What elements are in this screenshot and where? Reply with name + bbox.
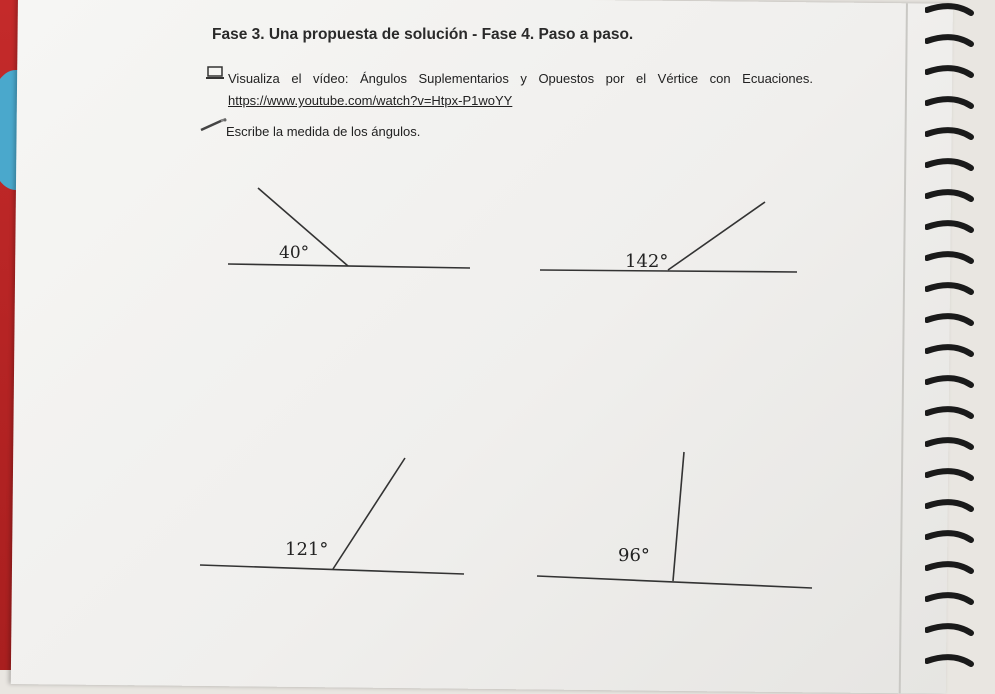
ray-3 <box>333 458 405 569</box>
angle-label-4: 96° <box>618 545 650 566</box>
angle-figure-1 <box>228 188 470 268</box>
ray-2 <box>668 202 765 270</box>
angle-figure-4 <box>537 452 812 588</box>
angle-label-3: 121° <box>285 539 329 560</box>
ray-4 <box>673 452 684 581</box>
page-title: Fase 3. Una propuesta de solución - Fase 4. Paso a paso. <box>212 26 634 43</box>
baseline-3 <box>200 565 464 574</box>
angle-label-2: 142° <box>625 251 669 272</box>
angle-label-1: 40° <box>279 243 310 263</box>
baseline-1 <box>228 264 470 268</box>
write-instruction: Escribe la medida de los ángulos. <box>226 124 421 139</box>
angle-figure-2 <box>540 202 797 272</box>
baseline-4 <box>537 576 812 588</box>
angle-figure-3 <box>200 458 464 574</box>
video-link[interactable]: https://www.youtube.com/watch?v=Htpx-P1woYY <box>228 93 513 108</box>
video-instruction-text: Visualiza el vídeo: Ángulos Suplementarios y Opuestos por el Vértice con Ecuaciones. <box>228 71 813 86</box>
